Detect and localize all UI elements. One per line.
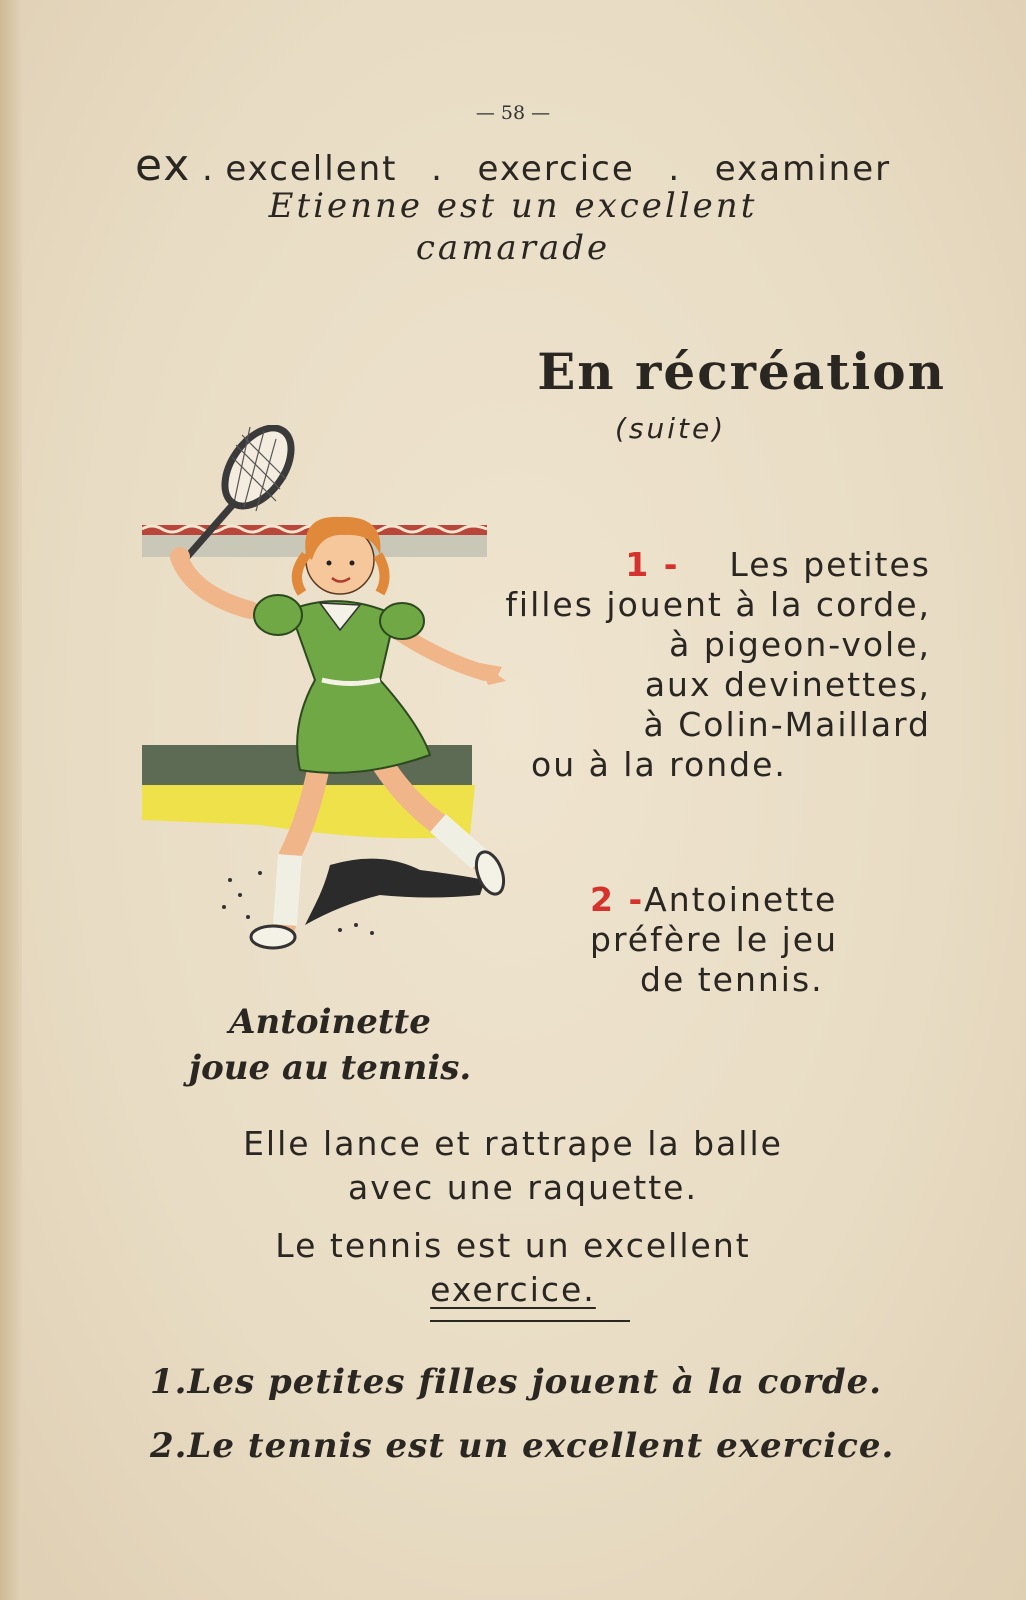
- body-line: avec une raquette.: [348, 1168, 698, 1207]
- paragraph-number: 2 -: [590, 880, 645, 919]
- illustration-caption-line2: joue au tennis.: [188, 1048, 472, 1088]
- paragraph-line: filles jouent à la corde,: [505, 585, 931, 624]
- body-underlined-word: exercice.: [430, 1270, 596, 1309]
- example-sentence-line2: camarade: [415, 228, 611, 268]
- body-line: [0, 1268, 1026, 1312]
- paragraph-line: à pigeon-vole,: [669, 625, 931, 664]
- vocab-separator: .: [431, 149, 444, 189]
- body-line: Elle lance et rattrape la balle: [243, 1124, 783, 1163]
- paragraph-line: préfère le jeu: [590, 920, 838, 959]
- paragraph-line: aux devinettes,: [644, 665, 931, 704]
- paragraph-number: 1 -: [625, 545, 680, 584]
- illustration-caption-line1: Antoinette: [229, 1002, 431, 1042]
- body-line: Le tennis est un excellent: [275, 1226, 751, 1265]
- paragraph-line: Antoinette: [644, 880, 838, 919]
- vocab-separator: .: [668, 149, 682, 189]
- dictation-line: 1.Les petites filles jouent à la corde.: [150, 1362, 883, 1402]
- paragraph-line: ou à la ronde.: [531, 745, 787, 784]
- page-number: — 58 —: [475, 102, 551, 124]
- vocab-separator: .: [201, 149, 215, 189]
- paragraph-1: [371, 545, 931, 785]
- lesson-subtitle: (suite): [615, 412, 727, 445]
- example-sentence-line1: Etienne est un excellent: [268, 186, 758, 226]
- dictation-line: 2.Le tennis est un excellent exercice.: [150, 1426, 895, 1466]
- lesson-title: En récréation: [537, 342, 946, 401]
- vocab-line: [135, 140, 955, 191]
- vocab-word: exercice: [477, 149, 635, 189]
- divider: [430, 1320, 630, 1322]
- paragraph-2: [590, 880, 920, 1000]
- vocab-prefix: ex: [135, 140, 192, 191]
- vocab-word: excellent: [225, 149, 398, 189]
- paragraph-line: de tennis.: [640, 960, 824, 999]
- paragraph-line: Les petites: [729, 545, 931, 584]
- vocab-word: examiner: [714, 149, 892, 189]
- paragraph-line: à Colin-Maillard: [643, 705, 931, 744]
